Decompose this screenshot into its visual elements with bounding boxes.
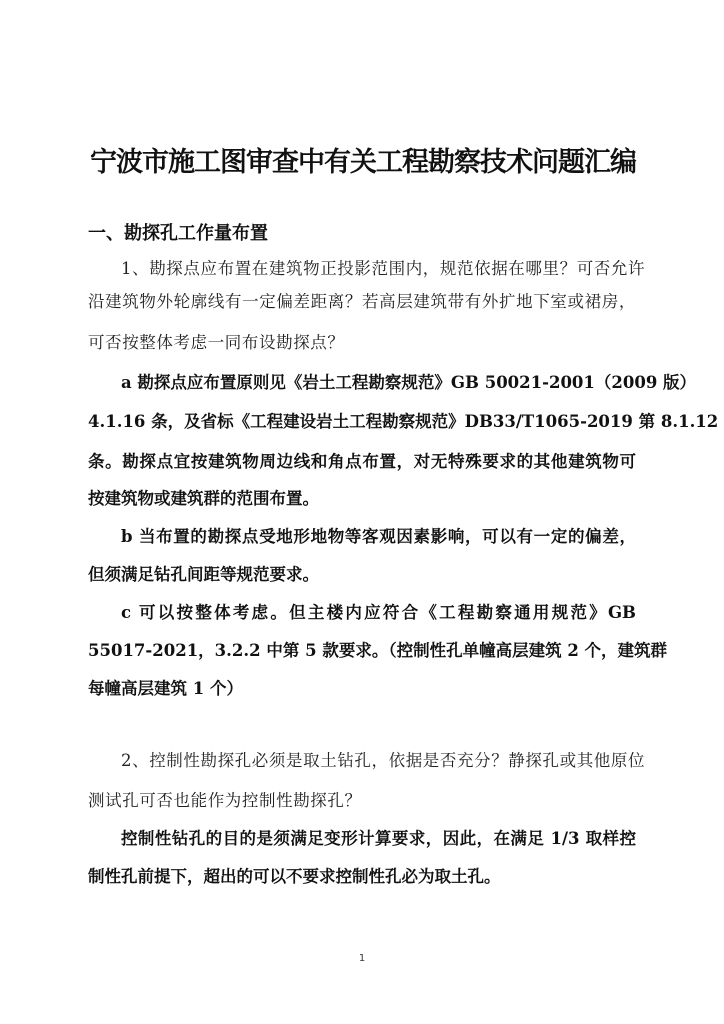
answer-c-line-1: c 可以按整体考虑。但主楼内应符合《工程勘察通用规范》GB: [121, 603, 636, 622]
page-number: 1: [358, 953, 366, 964]
answer-a-line-4: 按建筑物或建筑群的范围布置。: [88, 489, 319, 508]
answer-b-line-1: b 当布置的勘探点受地形地物等客观因素影响，可以有一定的偏差，: [121, 527, 636, 546]
answer-a-line-1: a 勘探点应布置原则见《岩土工程勘察规范》GB 50021-2001（2009 版）: [121, 373, 697, 392]
answer-c-line-2: 55017-2021，3.2.2 中第 5 款要求。（控制性孔单幢高层建筑 2 个，建筑群: [88, 641, 668, 660]
question-2-line-1: 2、控制性勘探孔必须是取土钻孔，依据是否充分？静探孔或其他原位: [121, 751, 646, 770]
answer-2-line-1: 控制性钻孔的目的是须满足变形计算要求，因此，在满足 1/3 取样控: [121, 829, 636, 848]
answer-b-line-2: 但须满足钻孔间距等规范要求。: [88, 565, 319, 584]
question-1-line-2: 沿建筑物外轮廓线有一定偏差距离？若高层建筑带有外扩地下室或裙房，: [88, 292, 636, 311]
answer-2-line-2: 制性孔前提下，超出的可以不要求控制性孔必为取土孔。: [88, 867, 501, 886]
document-title: 宁波市施工图审查中有关工程勘察技术问题汇编: [90, 147, 636, 178]
answer-a-line-2: 4.1.16 条，及省标《工程建设岩土工程勘察规范》DB33/T1065-2019 第 8.1.12: [88, 412, 719, 431]
question-2-line-2: 测试孔可否也能作为控制性勘探孔？: [88, 791, 362, 810]
answer-c-line-3: 每幢高层建筑 1 个）: [88, 679, 243, 698]
section-heading: 一、勘探孔工作量布置: [88, 223, 268, 244]
question-1-line-3: 可否按整体考虑一同布设勘探点？: [88, 333, 345, 352]
question-1-line-1: 1、勘探点应布置在建筑物正投影范围内，规范依据在哪里？可否允许: [121, 259, 646, 278]
answer-a-line-3: 条。勘探点宜按建筑物周边线和角点布置，对无特殊要求的其他建筑物可: [88, 452, 636, 471]
